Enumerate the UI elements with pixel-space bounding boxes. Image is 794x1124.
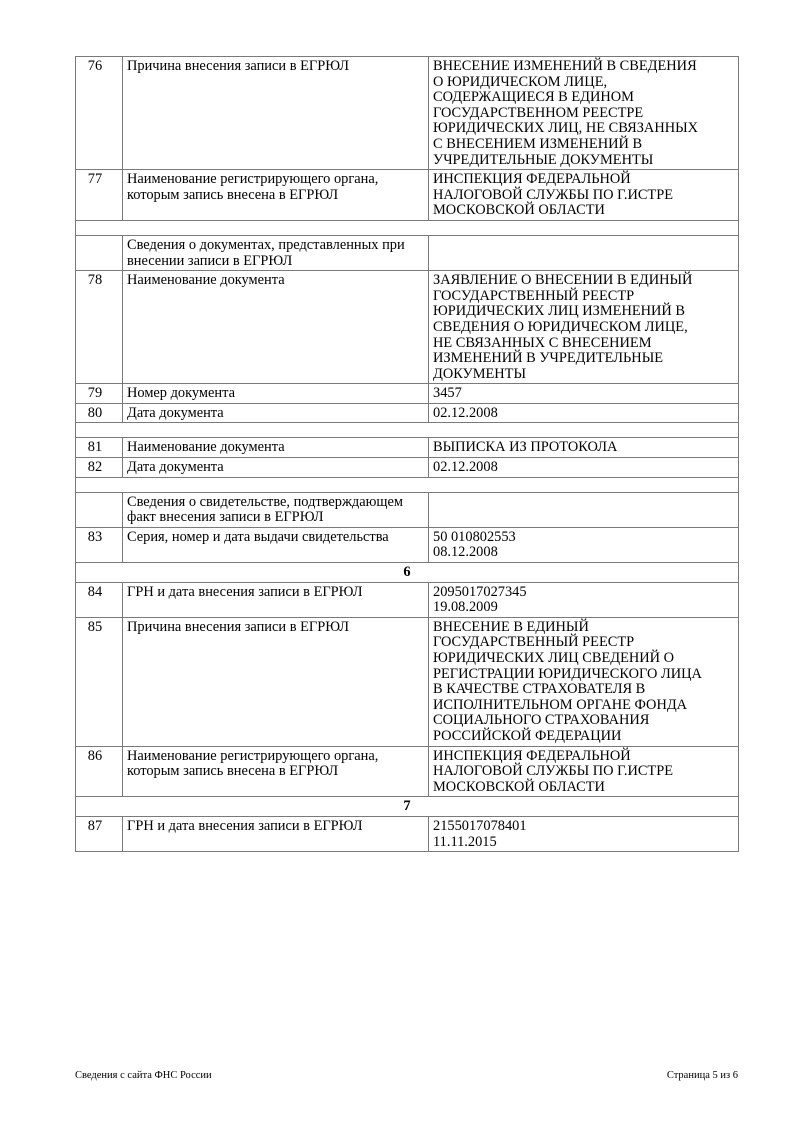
spacer-cell (76, 477, 739, 492)
section-number: 6 (76, 563, 739, 583)
table-row (76, 384, 739, 404)
spacer-cell (76, 423, 739, 438)
section-header-row (76, 563, 739, 583)
row-number-cell: 82 (76, 458, 123, 478)
field-label-cell: Дата документа (123, 403, 429, 423)
table-row (76, 235, 739, 270)
table-row (76, 170, 739, 221)
field-value-cell: 02.12.2008 (429, 403, 739, 423)
table-row (76, 492, 739, 527)
field-value-cell: 2155017078401 11.11.2015 (429, 816, 739, 851)
row-number-cell (76, 492, 123, 527)
field-label-cell: ГРН и дата внесения записи в ЕГРЮЛ (123, 582, 429, 617)
field-label-cell: Сведения о свидетельстве, подтверждающем факт внесения записи в ЕГРЮЛ (123, 492, 429, 527)
row-number-cell: 79 (76, 384, 123, 404)
footer-page-number: Страница 5 из 6 (666, 1070, 738, 1081)
table-body (76, 57, 739, 852)
footer-source: Сведения с сайта ФНС России (75, 1070, 212, 1081)
field-value-cell: 2095017027345 19.08.2009 (429, 582, 739, 617)
field-label-cell: Номер документа (123, 384, 429, 404)
row-number-cell: 86 (76, 746, 123, 797)
field-label-cell: Дата документа (123, 458, 429, 478)
spacer-row (76, 477, 739, 492)
spacer-row (76, 220, 739, 235)
row-number-cell: 77 (76, 170, 123, 221)
row-number-cell (76, 235, 123, 270)
row-number-cell: 76 (76, 57, 123, 170)
row-number-cell: 87 (76, 816, 123, 851)
table-row (76, 57, 739, 170)
field-label-cell: Серия, номер и дата выдачи свидетельства (123, 527, 429, 562)
spacer-cell (76, 220, 739, 235)
field-value-cell (429, 235, 739, 270)
row-number-cell: 83 (76, 527, 123, 562)
row-number-cell: 84 (76, 582, 123, 617)
field-label-cell: Наименование документа (123, 438, 429, 458)
field-value-cell: ВНЕСЕНИЕ В ЕДИНЫЙ ГОСУДАРСТВЕННЫЙ РЕЕСТР ЮРИДИЧЕСКИХ ЛИЦ СВЕДЕНИЙ О РЕГИСТРАЦИИ ЮРИДИЧЕСКОГО ЛИЦА В КАЧЕСТВЕ СТРАХОВАТЕЛЯ В ИСПОЛНИТЕЛЬНОМ ОРГАНЕ ФОНДА СОЦИАЛЬНОГО СТРАХОВАНИЯ РОССИЙСКОЙ ФЕДЕРАЦИИ (429, 617, 739, 746)
row-number-cell: 85 (76, 617, 123, 746)
table-row (76, 582, 739, 617)
field-label-cell: Наименование регистрирующего органа, которым запись внесена в ЕГРЮЛ (123, 746, 429, 797)
field-label-cell: Наименование документа (123, 271, 429, 384)
spacer-row (76, 423, 739, 438)
section-number: 7 (76, 797, 739, 817)
table-row (76, 746, 739, 797)
section-header-row (76, 797, 739, 817)
egrul-records-table (75, 56, 739, 852)
table-row (76, 816, 739, 851)
field-label-cell: ГРН и дата внесения записи в ЕГРЮЛ (123, 816, 429, 851)
table-row (76, 438, 739, 458)
table-row (76, 271, 739, 384)
field-label-cell: Сведения о документах, представленных при внесении записи в ЕГРЮЛ (123, 235, 429, 270)
field-label-cell: Причина внесения записи в ЕГРЮЛ (123, 617, 429, 746)
field-value-cell: 3457 (429, 384, 739, 404)
row-number-cell: 78 (76, 271, 123, 384)
field-value-cell: 02.12.2008 (429, 458, 739, 478)
row-number-cell: 81 (76, 438, 123, 458)
field-value-cell: ЗАЯВЛЕНИЕ О ВНЕСЕНИИ В ЕДИНЫЙ ГОСУДАРСТВЕННЫЙ РЕЕСТР ЮРИДИЧЕСКИХ ЛИЦ ИЗМЕНЕНИЙ В СВЕДЕНИЯ О ЮРИДИЧЕСКОМ ЛИЦЕ, НЕ СВЯЗАННЫХ С ВНЕСЕНИЕМ ИЗМЕНЕНИЙ В УЧРЕДИТЕЛЬНЫЕ ДОКУМЕНТЫ (429, 271, 739, 384)
field-value-cell: ВНЕСЕНИЕ ИЗМЕНЕНИЙ В СВЕДЕНИЯ О ЮРИДИЧЕСКОМ ЛИЦЕ, СОДЕРЖАЩИЕСЯ В ЕДИНОМ ГОСУДАРСТВЕННОМ РЕЕСТРЕ ЮРИДИЧЕСКИХ ЛИЦ, НЕ СВЯЗАННЫХ С ВНЕСЕНИЕМ ИЗМЕНЕНИЙ В УЧРЕДИТЕЛЬНЫЕ ДОКУМЕНТЫ (429, 57, 739, 170)
table-row (76, 527, 739, 562)
field-value-cell: ИНСПЕКЦИЯ ФЕДЕРАЛЬНОЙ НАЛОГОВОЙ СЛУЖБЫ ПО Г.ИСТРЕ МОСКОВСКОЙ ОБЛАСТИ (429, 746, 739, 797)
row-number-cell: 80 (76, 403, 123, 423)
field-value-cell: ИНСПЕКЦИЯ ФЕДЕРАЛЬНОЙ НАЛОГОВОЙ СЛУЖБЫ ПО Г.ИСТРЕ МОСКОВСКОЙ ОБЛАСТИ (429, 170, 739, 221)
field-label-cell: Причина внесения записи в ЕГРЮЛ (123, 57, 429, 170)
field-label-cell: Наименование регистрирующего органа, которым запись внесена в ЕГРЮЛ (123, 170, 429, 221)
table-row (76, 403, 739, 423)
table-row (76, 458, 739, 478)
table-row (76, 617, 739, 746)
field-value-cell: ВЫПИСКА ИЗ ПРОТОКОЛА (429, 438, 739, 458)
field-value-cell (429, 492, 739, 527)
field-value-cell: 50 010802553 08.12.2008 (429, 527, 739, 562)
